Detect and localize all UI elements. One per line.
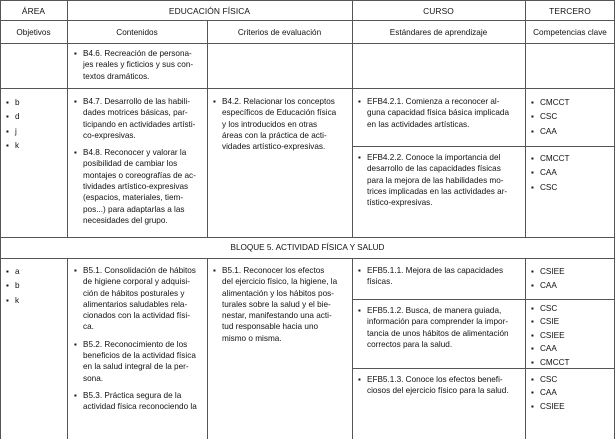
- contenidos-cell: [74, 265, 206, 413]
- objective-item: ▪ k: [6, 295, 66, 306]
- header-area-label: ÁREA: [21, 6, 46, 16]
- competency-item: ▪ CMCCT: [531, 97, 613, 108]
- competency-item: ▪ CSC: [531, 303, 613, 314]
- row-divider: [0, 20, 615, 21]
- competencias-cell: [531, 153, 613, 196]
- objective-item: ▪ a: [6, 266, 66, 277]
- estandar-cell: [358, 152, 524, 208]
- col-header-estandares: Estándares de aprendizaje: [389, 28, 488, 37]
- table-border-top: [0, 0, 615, 1]
- competencias-cell: [531, 266, 613, 295]
- standard-item: ▪ EFB4.2.2. Conoce la importancia del desarrollo de las capacidades físicas para la mejora de las habilidades mo- trices implicadas en las actividades ar- tístico-expresivas.: [358, 153, 508, 208]
- content-item: ▪ B5.2. Reconocimiento de los beneficios de la actividad física en la salud integral de la per- sona.: [74, 339, 196, 383]
- objective-item: ▪ b: [6, 97, 66, 108]
- competency-item: ▪ CSIE: [531, 316, 613, 327]
- criterios-cell: [213, 265, 351, 344]
- row-divider: [0, 237, 615, 238]
- col-divider: [525, 258, 526, 439]
- competency-item: ▪ CSC: [531, 182, 613, 193]
- competency-item: ▪ CSIEE: [531, 330, 613, 341]
- row-divider: [352, 146, 615, 147]
- competencias-cell: [531, 97, 613, 140]
- competency-item: ▪ CSIEE: [531, 401, 613, 412]
- content-item: ▪ B4.8. Reconocer y valorar la posibilidad de cambiar los montajes o coreografías de ac- tividades artístico-expresivas (espacios, materiales, tiem- pos...) para adaptarlas a las necesidades del grupo.: [74, 148, 196, 225]
- criterios-cell: [213, 96, 351, 152]
- header-area-name: EDUCACIÓN FÍSICA: [168, 6, 251, 16]
- estandar-cell: [358, 305, 524, 350]
- content-item: ▪ B4.6. Recreación de persona- jes reales y ficticios y sus con- textos dramáticos.: [74, 49, 194, 81]
- competency-item: ▪ CAA: [531, 280, 613, 291]
- objetivos-cell: [6, 97, 66, 155]
- standard-item: ▪ EFB5.1.3. Conoce los efectos benefi- ciosos del ejercicio físico para la salud.: [358, 375, 509, 396]
- content-item: ▪ B5.1. Consolidación de hábitos de higiene corporal y adquisi- ción de hábitos posturales y alimentarios saludables rela- cionados con la actividad físi- ca.: [74, 266, 196, 332]
- col-divider: [207, 20, 208, 237]
- competency-item: ▪ CSIEE: [531, 266, 613, 277]
- row-divider: [0, 43, 615, 44]
- competency-item: ▪ CMCCT: [531, 153, 613, 164]
- header-curso-label: CURSO: [423, 6, 454, 16]
- content-item: ▪ B5.3. Práctica segura de la actividad física reconociendo la: [74, 390, 197, 412]
- competencias-cell: [531, 374, 613, 414]
- competency-item: ▪ CAA: [531, 387, 613, 398]
- standard-item: ▪ EFB5.1.2. Busca, de manera guiada, información para comprender la impor- tancia de unos hábitos de alimentación correctos para la salud.: [358, 306, 509, 349]
- table-border-left: [0, 0, 1, 439]
- row-divider: [352, 299, 615, 300]
- col-header-contenidos: Contenidos: [116, 28, 158, 37]
- col-header-criterios: Criterios de evaluación: [237, 28, 322, 37]
- competency-item: ▪ CAA: [531, 126, 613, 137]
- col-header-objetivos: Objetivos: [16, 28, 51, 37]
- objective-item: ▪ k: [6, 140, 66, 151]
- col-divider: [352, 258, 353, 439]
- objective-item: ▪ d: [6, 111, 66, 122]
- estandar-cell: [358, 96, 524, 130]
- criterion-item: ▪ B4.2. Relacionar los conceptos específicos de Educación física y los introducidos en otras áreas con la práctica de acti- vidades artístico-expresivas.: [213, 97, 337, 152]
- standard-item: ▪ EFB5.1.1. Mejora de las capacidades físicas.: [358, 266, 504, 287]
- col-header-competencias: Competencias clave: [533, 28, 607, 37]
- contenidos-cell: [74, 48, 206, 82]
- competency-item: ▪ CMCCT: [531, 357, 613, 368]
- competency-item: ▪ CSC: [531, 374, 613, 385]
- competency-item: ▪ CAA: [531, 343, 613, 354]
- criterion-item: ▪ B5.1. Reconocer los efectos del ejercicio físico, la higiene, la alimentación y los hábitos pos- turales sobre la salud y el bie- nestar, manifestando una acti- tud responsable hacia uno mismo o misma.: [213, 266, 338, 343]
- estandar-cell: [358, 374, 524, 397]
- block-title: BLOQUE 5. ACTIVIDAD FÍSICA Y SALUD: [230, 243, 385, 252]
- objetivos-cell: [6, 266, 66, 309]
- col-divider: [67, 258, 68, 439]
- header-curso-value: TERCERO: [549, 6, 591, 16]
- row-divider: [0, 88, 615, 89]
- contenidos-cell: [74, 96, 206, 226]
- competency-item: ▪ CAA: [531, 167, 613, 178]
- objective-item: ▪ b: [6, 280, 66, 291]
- content-item: ▪ B4.7. Desarrollo de las habili- dades motrices básicas, par- ticipando en actividades artísti- co-expresivas.: [74, 97, 196, 140]
- competencias-cell: [531, 303, 613, 370]
- objective-item: ▪ j: [6, 126, 66, 137]
- row-divider: [0, 258, 615, 259]
- estandar-cell: [358, 265, 524, 288]
- col-divider: [207, 258, 208, 439]
- standard-item: ▪ EFB4.2.1. Comienza a reconocer al- guna capacidad física básica implicada en las actividades artísticas.: [358, 97, 510, 129]
- competency-item: ▪ CSC: [531, 111, 613, 122]
